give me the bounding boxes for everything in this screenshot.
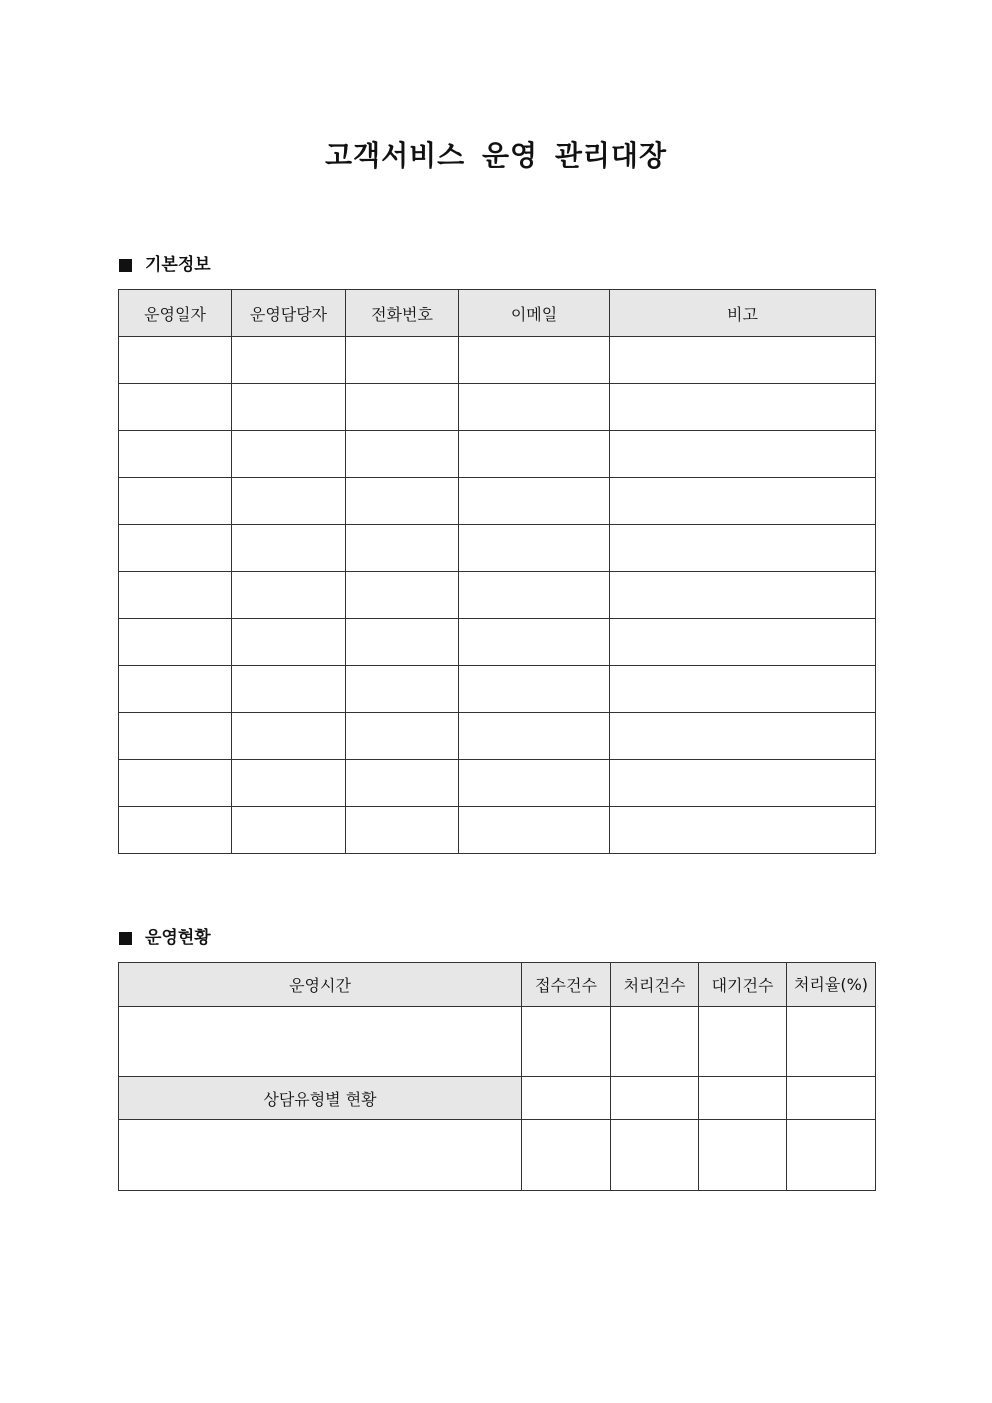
received-count-cell[interactable] xyxy=(522,1007,611,1077)
phone-cell[interactable] xyxy=(346,807,459,854)
table-row xyxy=(119,478,876,525)
email-cell[interactable] xyxy=(459,478,610,525)
operation-status-table xyxy=(118,962,876,1191)
column-header-processing-rate: 처리율(%) xyxy=(787,963,876,1007)
date-cell[interactable] xyxy=(119,478,232,525)
phone-cell[interactable] xyxy=(346,666,459,713)
phone-cell[interactable] xyxy=(346,478,459,525)
manager-cell[interactable] xyxy=(232,572,346,619)
table-row xyxy=(119,713,876,760)
table-row xyxy=(119,525,876,572)
table-row xyxy=(119,807,876,854)
phone-cell[interactable] xyxy=(346,619,459,666)
table-row xyxy=(119,572,876,619)
date-cell[interactable] xyxy=(119,666,232,713)
column-header-note: 비고 xyxy=(610,290,876,337)
date-cell[interactable] xyxy=(119,713,232,760)
section-heading-operation-status xyxy=(119,926,211,950)
page-title: 고객서비스 운영 관리대장 xyxy=(324,139,668,172)
received-count-cell[interactable] xyxy=(522,1077,611,1120)
section-heading-basic-info xyxy=(119,253,211,277)
column-header-date: 운영일자 xyxy=(119,290,232,337)
processing-rate-cell[interactable] xyxy=(787,1077,876,1120)
manager-cell[interactable] xyxy=(232,666,346,713)
note-cell[interactable] xyxy=(610,572,876,619)
processed-count-cell[interactable] xyxy=(611,1120,699,1191)
date-cell[interactable] xyxy=(119,431,232,478)
processed-count-cell[interactable] xyxy=(611,1007,699,1077)
email-cell[interactable] xyxy=(459,525,610,572)
email-cell[interactable] xyxy=(459,572,610,619)
phone-cell[interactable] xyxy=(346,384,459,431)
processing-rate-cell[interactable] xyxy=(787,1007,876,1077)
table-row xyxy=(119,337,876,384)
note-cell[interactable] xyxy=(610,807,876,854)
column-header-email: 이메일 xyxy=(459,290,610,337)
date-cell[interactable] xyxy=(119,384,232,431)
phone-cell[interactable] xyxy=(346,713,459,760)
email-cell[interactable] xyxy=(459,666,610,713)
note-cell[interactable] xyxy=(610,384,876,431)
received-count-cell[interactable] xyxy=(522,1120,611,1191)
date-cell[interactable] xyxy=(119,760,232,807)
table-row xyxy=(119,431,876,478)
table-row xyxy=(119,384,876,431)
manager-cell[interactable] xyxy=(232,478,346,525)
phone-cell[interactable] xyxy=(346,760,459,807)
date-cell[interactable] xyxy=(119,525,232,572)
phone-cell[interactable] xyxy=(346,525,459,572)
square-bullet-icon xyxy=(119,259,132,272)
email-cell[interactable] xyxy=(459,760,610,807)
note-cell[interactable] xyxy=(610,525,876,572)
section-heading-label: 운영현황 xyxy=(145,928,211,948)
table-row xyxy=(119,1120,876,1191)
phone-cell[interactable] xyxy=(346,572,459,619)
note-cell[interactable] xyxy=(610,666,876,713)
date-cell[interactable] xyxy=(119,807,232,854)
email-cell[interactable] xyxy=(459,713,610,760)
date-cell[interactable] xyxy=(119,337,232,384)
column-header-processed: 처리건수 xyxy=(611,963,699,1007)
table-header-row xyxy=(119,290,876,337)
table-row xyxy=(119,1007,876,1077)
table-row xyxy=(119,619,876,666)
consult-type-status-header: 상담유형별 현황 xyxy=(119,1077,522,1120)
column-header-operation-time: 운영시간 xyxy=(119,963,522,1007)
email-cell[interactable] xyxy=(459,337,610,384)
note-cell[interactable] xyxy=(610,713,876,760)
email-cell[interactable] xyxy=(459,619,610,666)
note-cell[interactable] xyxy=(610,760,876,807)
processed-count-cell[interactable] xyxy=(611,1077,699,1120)
phone-cell[interactable] xyxy=(346,431,459,478)
note-cell[interactable] xyxy=(610,619,876,666)
column-header-phone: 전화번호 xyxy=(346,290,459,337)
column-header-received: 접수건수 xyxy=(522,963,611,1007)
table-row xyxy=(119,1077,876,1120)
manager-cell[interactable] xyxy=(232,807,346,854)
manager-cell[interactable] xyxy=(232,337,346,384)
email-cell[interactable] xyxy=(459,384,610,431)
waiting-count-cell[interactable] xyxy=(699,1077,787,1120)
basic-info-table xyxy=(118,289,876,854)
manager-cell[interactable] xyxy=(232,384,346,431)
manager-cell[interactable] xyxy=(232,619,346,666)
phone-cell[interactable] xyxy=(346,337,459,384)
date-cell[interactable] xyxy=(119,572,232,619)
note-cell[interactable] xyxy=(610,478,876,525)
date-cell[interactable] xyxy=(119,619,232,666)
waiting-count-cell[interactable] xyxy=(699,1120,787,1191)
operation-time-cell[interactable] xyxy=(119,1007,522,1077)
waiting-count-cell[interactable] xyxy=(699,1007,787,1077)
email-cell[interactable] xyxy=(459,807,610,854)
table-header-row xyxy=(119,963,876,1007)
manager-cell[interactable] xyxy=(232,431,346,478)
manager-cell[interactable] xyxy=(232,713,346,760)
email-cell[interactable] xyxy=(459,431,610,478)
table-row xyxy=(119,666,876,713)
processing-rate-cell[interactable] xyxy=(787,1120,876,1191)
manager-cell[interactable] xyxy=(232,525,346,572)
consult-type-detail-cell[interactable] xyxy=(119,1120,522,1191)
table-row xyxy=(119,760,876,807)
note-cell[interactable] xyxy=(610,431,876,478)
column-header-waiting: 대기건수 xyxy=(699,963,787,1007)
note-cell[interactable] xyxy=(610,337,876,384)
column-header-manager: 운영담당자 xyxy=(232,290,346,337)
section-heading-label: 기본정보 xyxy=(145,255,211,275)
manager-cell[interactable] xyxy=(232,760,346,807)
square-bullet-icon xyxy=(119,932,132,945)
